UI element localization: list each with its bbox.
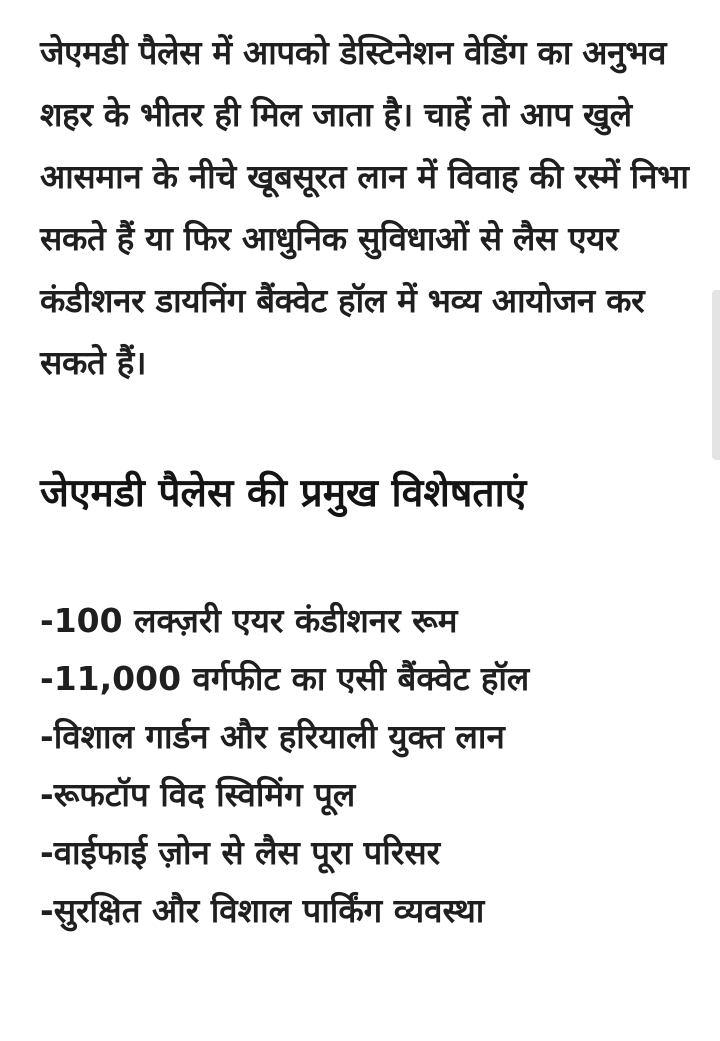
feature-item: -11,000 वर्गफीट का एसी बैंक्वेट हॉल — [40, 659, 530, 698]
feature-item: -विशाल गार्डन और हरियाली युक्त लान — [40, 717, 505, 756]
section-heading: जेएमडी पैलेस की प्रमुख विशेषताएं — [40, 471, 527, 516]
feature-list — [40, 592, 690, 940]
article-body — [40, 22, 690, 940]
feature-item: -वाईफाई ज़ोन से लैस पूरा परिसर — [40, 833, 441, 872]
feature-item: -रूफटॉप विद स्विमिंग पूल — [40, 775, 356, 814]
feature-item: -100 लक्ज़री एयर कंडीशनर रूम — [40, 601, 458, 640]
scrollbar[interactable] — [712, 290, 720, 460]
intro-paragraph: जेएमडी पैलेस में आपको डेस्टिनेशन वेडिंग का अनुभव शहर के भीतर ही मिल जाता है। चाहें तो आप खुले आसमान के नीचे खूबसूरत लान में विवाह की रस्में निभा सकते हैं या फिर आधुनिक सुविधाओं से लैस एयर कंडीशनर डायनिंग बैंक्वेट हॉल में भव्य आयोजन कर सकते हैं। — [40, 33, 689, 382]
feature-item: -सुरक्षित और विशाल पार्किंग व्यवस्था — [40, 891, 485, 930]
